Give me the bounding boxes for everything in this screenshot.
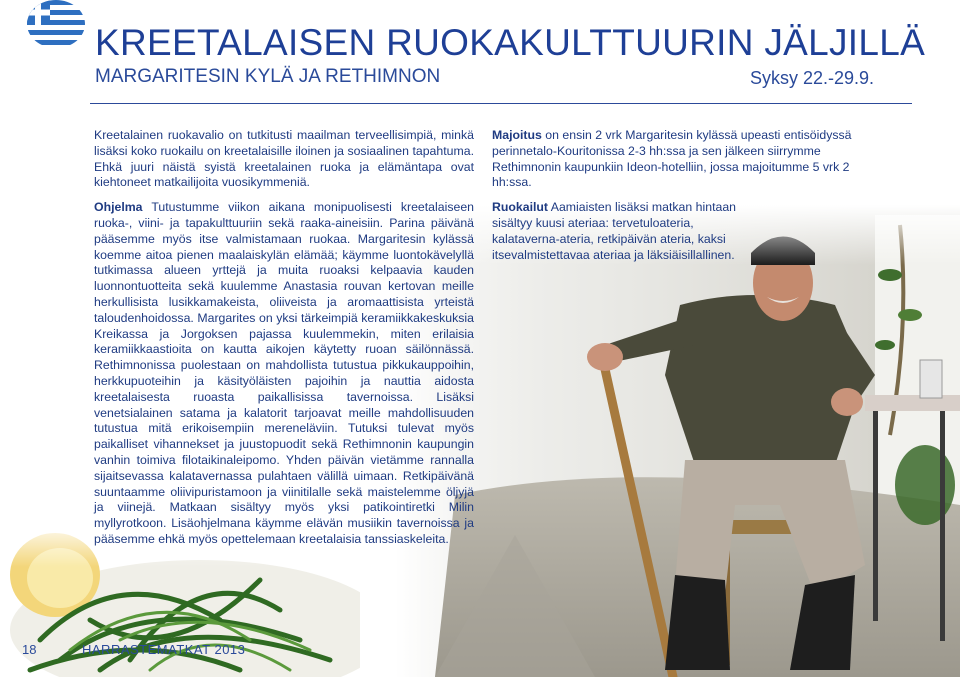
intro-paragraph: Kreetalainen ruokavalio on tutkitusti maailman terveellisimpiä, minkä lisäksi koko ruokailu on kreetalaisille iloinen ja sosiaalinen tapahtuma. Ehkä juuri näistä syistä kreetalainen ruoka ja elämäntapa ovat kiehtoneet matkailijoita vuosikymmeniä. xyxy=(94,128,474,190)
program-label: Ohjelma xyxy=(94,200,143,215)
program-text: Tutustumme viikon aikana monipuolisesti kreetalaiseen ruoka-, viini- ja tapakulttuuriin sekä raaka-aineisiin. Parina päivänä pääsemme myös itse valmistamaan ruokaa. Margaritesin kylässä koemme aitoa pienen maalaiskylän elämää; käymme luontokävelyllä tutkimassa alueen yrttejä ja muita ruoaksi kelpaavia kauden luonnontuotteita sekä kuulemme Anastasia rouvan kertovan meille herkullisista lusikkamakeista, oliiveista ja aromaattisista yrteistä taloudenhoidossa. Margarites on yksi tärkeimpiä keramiikkakeskuksia Kreikassa ja Jorgoksen pajassa kuulemmekin, miten erilaisia keramiikkaastioita on kautta aikojen käytetty ruoan säilönnässä. Rethimnonissa puolestaan on mahdollista tutustua pikkukauppoihin, herkkupuoteihin ja käsityöläisten pajoihin ja nauttia aidosta kreetalaisesta ruoasta paikallisissa tavernoissa. Lisäksi venetsialainen satama ja kalatorit tarjoavat meille mahdollisuuden tutustua mitä erikoisempiin mereneläviin. Tutuksi tulevat myös paikalliset vihannekset ja juustopuodit sekä Rethimnonin kaupungin vanhin toimiva filotaikinaleipomo. Yhden päivän vietämme rannalla sijaitsevassa kalatavernassa pulahtaen välillä uimaan. Retkipäivänä suuntaamme oliivipuristamoon ja viinitilalle sekä maistelemme öljyjä ja viinejä. Matkaan sisältyy myös yksi patikointiretki Milin myllyrotkoon. Lisäohjelmana käymme elävän musiikin tavernoissa ja pääsemme ehkä myös opettelemaan kreetalaisia tanssiaskeleita. xyxy=(94,200,474,546)
program-paragraph xyxy=(94,200,474,548)
page-title: KREETALAISEN RUOKAKULTTUURIN JÄLJILLÄ xyxy=(95,22,926,63)
travel-dates: Syksy 22.-29.9. xyxy=(749,68,874,88)
meals-paragraph xyxy=(492,200,752,263)
greek-flag-icon xyxy=(26,0,86,50)
lodging-text: on ensin 2 vrk Margaritesin kylässä upeasti entisöidyssä perinnetalo-Kouritonissa 2-3 hh:ssa ja sen jälkeen siirrymme Rethimnonin kaupunkiin Ideon-hotelliin, jossa majoitumme 5 vrk 2 hh:ssa. xyxy=(492,128,852,190)
left-column xyxy=(94,128,474,557)
meals-text: Aamiaisten lisäksi matkan hintaan sisältyy kuusi ateriaa: tervetuloateria, kalataverna-ateria, retkipäivän ateria, kaksi itsevalmistettavaa ateriaa ja läksiäisillallinen. xyxy=(492,200,736,262)
header-divider xyxy=(90,103,912,104)
lodging-label: Majoitus xyxy=(492,128,542,142)
page-number: 18 xyxy=(22,642,37,657)
meals-label: Ruokailut xyxy=(492,200,549,215)
elderly-man-with-cane-photo xyxy=(395,205,960,677)
lodging-paragraph xyxy=(492,128,872,191)
magazine-name: HARRASTEMATKAT 2013 xyxy=(82,642,246,657)
right-column xyxy=(492,128,872,272)
page-subtitle: MARGARITESIN KYLÄ JA RETHIMNON xyxy=(95,66,441,87)
